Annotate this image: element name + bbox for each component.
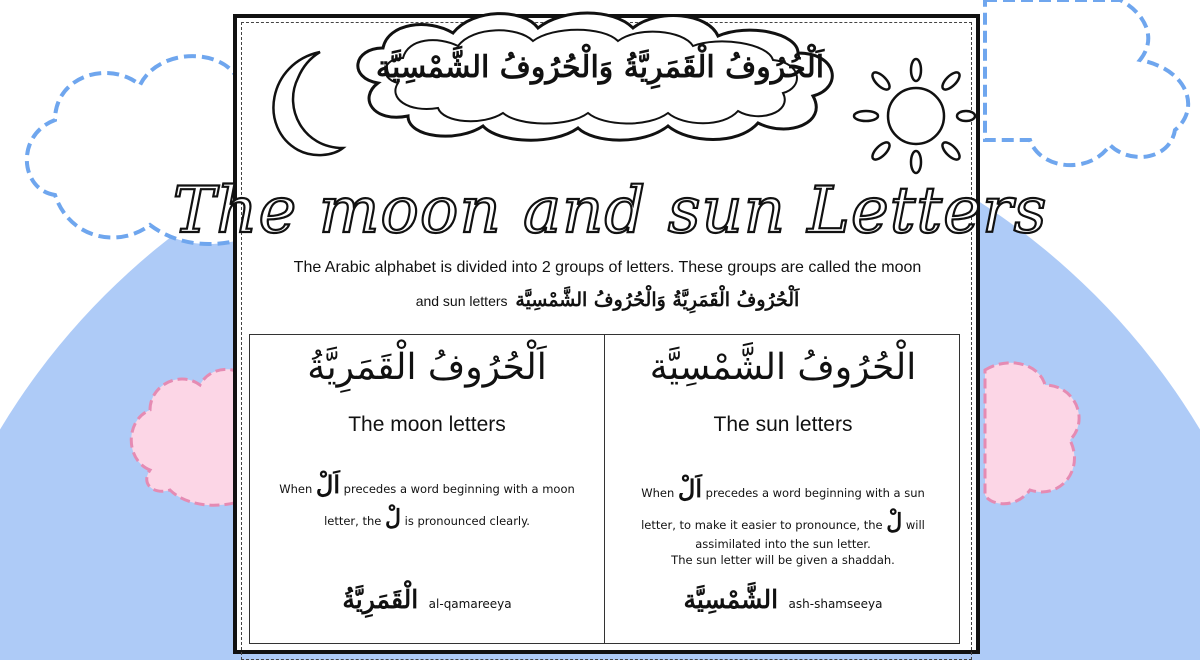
moon-letters-description-line-1	[260, 470, 594, 499]
sun-example-arabic: الشَّمْسِيَّة	[683, 585, 779, 614]
page-title-arabic: اَلْحُرُوفُ الْقَمَرِيَّةُ وَالْحُرُوفُ الشَّمْسِيَّة	[375, 50, 825, 85]
sun-example-transliteration: ash-shamseeya	[788, 597, 883, 611]
sun-desc-al: اَلْ	[677, 474, 703, 503]
sun-desc-part5: The sun letter will be given a shaddah.	[671, 553, 895, 567]
moon-desc-part3: is pronounced clearly.	[404, 514, 530, 528]
sun-desc-lam: لْ	[886, 509, 903, 535]
cloud-icon	[985, 0, 1188, 165]
moon-letters-description-line-2	[260, 507, 594, 529]
moon-example-transliteration: al-qamareeya	[428, 597, 512, 611]
intro-line-2-arabic: اَلْحُرُوفُ الْقَمَرِيَّةُ وَالْحُرُوفُ الشَّمْسِيَّة	[515, 289, 800, 311]
sun-letters-heading-arabic: الْحُرُوفُ الشَّمْسِيَّة	[649, 347, 917, 388]
letters-table	[249, 334, 960, 644]
moon-desc-part1: precedes a word beginning with a moon	[343, 482, 575, 496]
intro-line-1: The Arabic alphabet is divided into 2 groups of letters. These groups are called the moon	[293, 259, 922, 276]
moon-letters-heading: The moon letters	[348, 413, 506, 436]
sun-letters-column	[606, 335, 960, 643]
moon-desc-al: اَلْ	[315, 470, 341, 499]
sun-letters-heading: The sun letters	[713, 413, 853, 436]
moon-letters-example	[250, 585, 604, 614]
intro-line-2	[240, 289, 975, 311]
intro-line-2-text: and sun letters	[415, 293, 508, 309]
sun-desc-part1: precedes a word beginning with a sun	[705, 486, 925, 500]
moon-letters-heading-arabic: اَلْحُرُوفُ الْقَمَرِيَّةُ	[307, 347, 547, 388]
headline-text: The moon and sun Letters	[172, 174, 1048, 248]
sun-letters-description-line-1	[616, 474, 950, 503]
moon-desc-lam: لْ	[385, 505, 401, 531]
moon-icon	[258, 48, 348, 163]
sun-desc-part4: assimilated into the sun letter.	[695, 537, 871, 551]
sun-desc-when: When	[641, 486, 675, 500]
sun-desc-part2: letter, to make it easier to pronounce, the	[641, 518, 883, 532]
sun-letters-example	[606, 585, 960, 614]
moon-desc-when: When	[279, 482, 313, 496]
sun-letters-description-line-2	[616, 511, 950, 533]
moon-letters-column	[250, 335, 604, 643]
moon-desc-part2: letter, the	[324, 514, 382, 528]
table-divider	[604, 335, 605, 643]
sun-icon	[846, 56, 976, 176]
headline-english	[172, 168, 1048, 248]
moon-example-arabic: الْقَمَرِيَّةُ	[342, 585, 419, 614]
sun-desc-part3: will	[905, 518, 925, 532]
